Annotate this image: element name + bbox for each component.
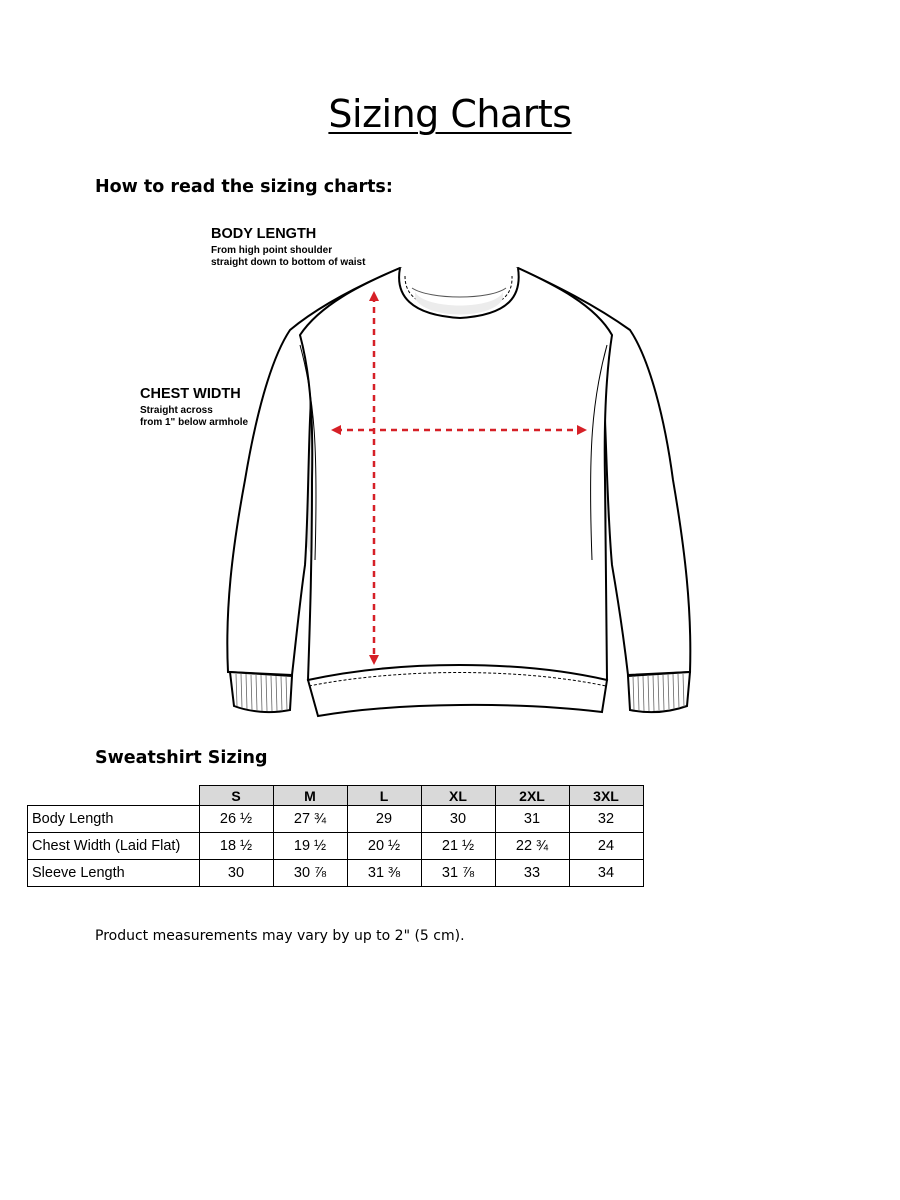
table-cell: 19 ½ (273, 833, 347, 860)
chest-width-desc-line2: from 1" below armhole (140, 417, 249, 428)
table-header-row (28, 786, 644, 806)
size-column-header: L (347, 786, 421, 806)
table-cell: 21 ½ (421, 833, 495, 860)
table-cell: 30 (199, 860, 273, 887)
table-cell: 30 (421, 806, 495, 833)
body-length-heading: BODY LENGTH (211, 226, 317, 242)
body-length-desc-line2: straight down to bottom of waist (211, 257, 366, 268)
chest-width-description (140, 405, 248, 429)
howto-heading: How to read the sizing charts: (95, 177, 393, 197)
table-cell: 33 (495, 860, 569, 887)
table-cell: 31 (495, 806, 569, 833)
table-cell: 32 (569, 806, 643, 833)
table-cell: 18 ½ (199, 833, 273, 860)
table-row (28, 860, 644, 887)
table-cell: 29 (347, 806, 421, 833)
size-column-header: 3XL (569, 786, 643, 806)
table-cell: 22 ¾ (495, 833, 569, 860)
chest-width-desc-line1: Straight across (140, 405, 213, 416)
table-cell: 30 ⅞ (273, 860, 347, 887)
row-label: Chest Width (Laid Flat) (28, 833, 200, 860)
sizing-table (27, 785, 644, 887)
table-cell: 20 ½ (347, 833, 421, 860)
size-column-header: XL (421, 786, 495, 806)
page-title: Sizing Charts (328, 92, 572, 136)
table-cell: 31 ⅜ (347, 860, 421, 887)
size-column-header: M (273, 786, 347, 806)
row-label: Body Length (28, 806, 200, 833)
body-length-description (211, 245, 365, 269)
size-column-header: 2XL (495, 786, 569, 806)
table-cell: 24 (569, 833, 643, 860)
size-column-header: S (199, 786, 273, 806)
table-cell: 26 ½ (199, 806, 273, 833)
table-corner-cell (28, 786, 200, 806)
chest-width-heading: CHEST WIDTH (140, 386, 241, 402)
row-label: Sleeve Length (28, 860, 200, 887)
table-cell: 31 ⅞ (421, 860, 495, 887)
measurement-footnote: Product measurements may vary by up to 2" (5 cm). (95, 928, 465, 944)
table-row (28, 833, 644, 860)
sizing-section-heading: Sweatshirt Sizing (95, 748, 268, 768)
table-row (28, 806, 644, 833)
body-outline (300, 268, 612, 680)
table-cell: 27 ¾ (273, 806, 347, 833)
body-length-desc-line1: From high point shoulder (211, 245, 333, 256)
table-cell: 34 (569, 860, 643, 887)
